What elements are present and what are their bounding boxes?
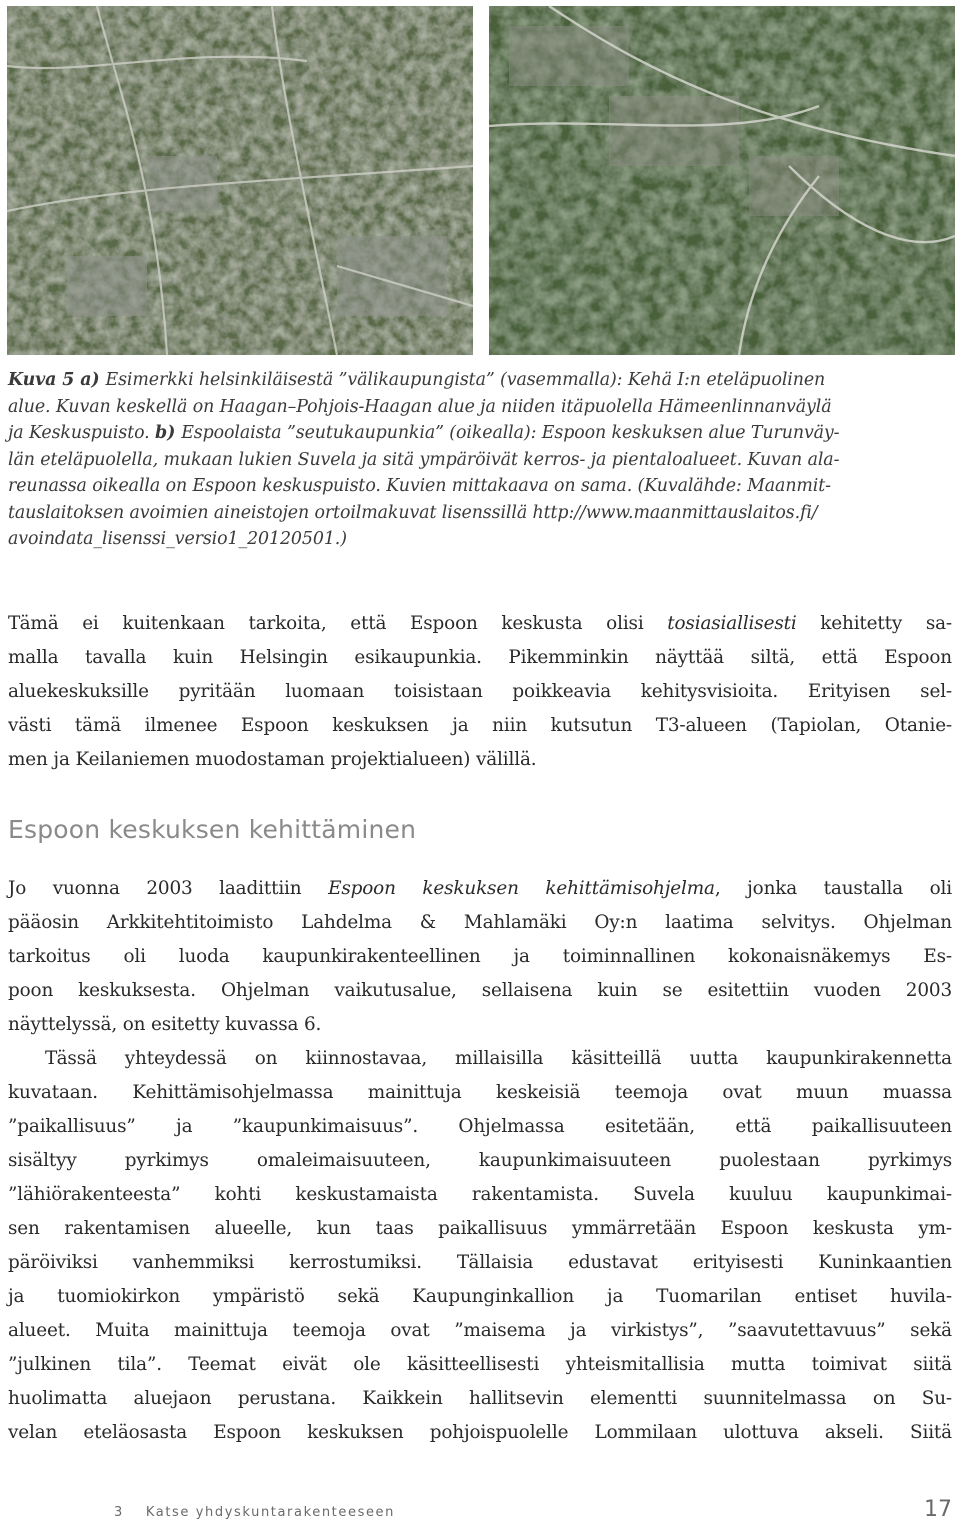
paragraph-line: ja tuomiokirkon ympäristö sekä Kaupunginkallion ja Tuomarilan entiset huvila- xyxy=(8,1286,952,1307)
paragraph-line: ”lähiörakenteesta” kohti keskustamaista rakentamista. Suvela kuuluu kaupunkimai- xyxy=(8,1184,952,1205)
paragraph-line: Tässä yhteydessä on kiinnostavaa, millaisilla käsitteillä uutta kaupunkirakennetta xyxy=(45,1048,952,1069)
caption-line: tauslaitoksen avoimien aineistojen ortoilmakuvat lisenssillä http://www.maanmittauslaitos.fi/ xyxy=(8,502,818,523)
paragraph-line: sen rakentamisen alueelle, kun taas paikallisuus ymmärretään Espoon keskusta ym- xyxy=(8,1218,952,1239)
paragraph-line: velan eteläosasta Espoon keskuksen pohjoispuolelle Lommilaan ulottuva akseli. Siitä xyxy=(8,1422,952,1443)
caption-line: avoindata_lisenssi_versio1_20120501.) xyxy=(8,529,347,549)
paragraph-line: Tämä ei kuitenkaan tarkoita, että Espoon keskusta olisi tosiasiallisesti kehitetty sa- xyxy=(8,613,952,634)
body-paragraph-1 xyxy=(8,607,952,777)
aerial-photo-helsinki-image xyxy=(7,6,473,355)
paragraph-line: västi tämä ilmenee Espoon keskuksen ja niin kutsutun T3-alueen (Tapiolan, Otanie- xyxy=(8,715,952,736)
caption-label: Kuva 5 a) xyxy=(8,370,106,390)
paragraph-line: sisältyy pyrkimys omaleimaisuuteen, kaupunkimaisuuteen puolestaan pyrkimys xyxy=(8,1150,952,1171)
paragraph-line: näyttelyssä, on esitetty kuvassa 6. xyxy=(8,1014,322,1035)
figure-caption xyxy=(8,367,948,553)
caption-line: Kuva 5 a) Esimerkki helsinkiläisestä ”välikaupungista” (vasemmalla): Kehä I:n eteläpuolinen xyxy=(8,370,826,390)
caption-line: ja Keskuspuisto. b) Espoolaista ”seutukaupunkia” (oikealla): Espoon keskuksen alue Turunväy- xyxy=(8,423,840,443)
paragraph-line: kuvataan. Kehittämisohjelmassa mainittuja keskeisiä teemoja ovat muun muassa xyxy=(8,1082,952,1103)
aerial-photo-right xyxy=(489,6,955,355)
paragraph-line: men ja Keilaniemen muodostaman projektialueen) välillä. xyxy=(8,749,537,770)
paragraph-line: ”julkinen tila”. Teemat eivät ole käsitteellisesti yhteismitallisia mutta toimivat siitä xyxy=(8,1354,952,1375)
chapter-number: 3 xyxy=(114,1505,124,1520)
paragraph-line: ”paikallisuus” ja ”kaupunkimaisuus”. Ohjelmassa esitetään, että paikallisuuteen xyxy=(8,1116,952,1137)
paragraph-line: huolimatta aluejaon perustana. Kaikkein hallitsevin elementti suunnitelmassa on Su- xyxy=(8,1388,952,1409)
paragraph-line: malla tavalla kuin Helsingin esikaupunkia. Pikemminkin näyttää siltä, että Espoon xyxy=(8,647,952,668)
paragraph-line: tarkoitus oli luoda kaupunkirakenteellinen ja toiminnallinen kokonaisnäkemys Es- xyxy=(8,946,952,967)
body-paragraph-2 xyxy=(8,872,952,1450)
caption-line: län eteläpuolella, mukaan lukien Suvela ja sitä ympäröivät kerros- ja pientaloalueet. Kuvan ala- xyxy=(8,449,840,470)
paragraph-line: pääosin Arkkitehtitoimisto Lahdelma & Mahlamäki Oy:n laatima selvitys. Ohjelman xyxy=(8,912,952,933)
aerial-photo-espoo-image xyxy=(489,6,955,355)
caption-line: reunassa oikealla on Espoon keskuspuisto. Kuvien mittakaava on sama. (Kuvalähde: Maanmit- xyxy=(8,476,831,496)
paragraph-line: aluekeskuksille pyritään luomaan toisistaan poikkeavia kehitysvisioita. Erityisen sel- xyxy=(8,681,952,702)
footer-chapter xyxy=(114,1505,395,1520)
aerial-photo-left xyxy=(7,6,473,355)
caption-line: alue. Kuvan keskellä on Haagan–Pohjois-Haagan alue ja niiden itäpuolella Hämeenlinnanväylä xyxy=(8,396,832,417)
paragraph-line: poon keskuksesta. Ohjelman vaikutusalue, sellaisena kuin se esitettiin vuoden 2003 xyxy=(8,980,952,1001)
chapter-title: Katse yhdyskuntarakenteeseen xyxy=(145,1505,395,1520)
page-number: 17 xyxy=(924,1497,952,1522)
paragraph-line: alueet. Muita mainittuja teemoja ovat ”maisema ja virkistys”, ”saavutettavuus” sekä xyxy=(8,1320,952,1341)
section-heading: Espoon keskuksen kehittäminen xyxy=(8,815,417,844)
paragraph-line: päröiviksi vanhemmiksi kerrostumiksi. Tällaisia edustavat erityisesti Kuninkaantien xyxy=(8,1252,952,1273)
paragraph-line: Jo vuonna 2003 laadittiin Espoon keskuksen kehittämisohjelma, jonka taustalla oli xyxy=(8,878,952,899)
